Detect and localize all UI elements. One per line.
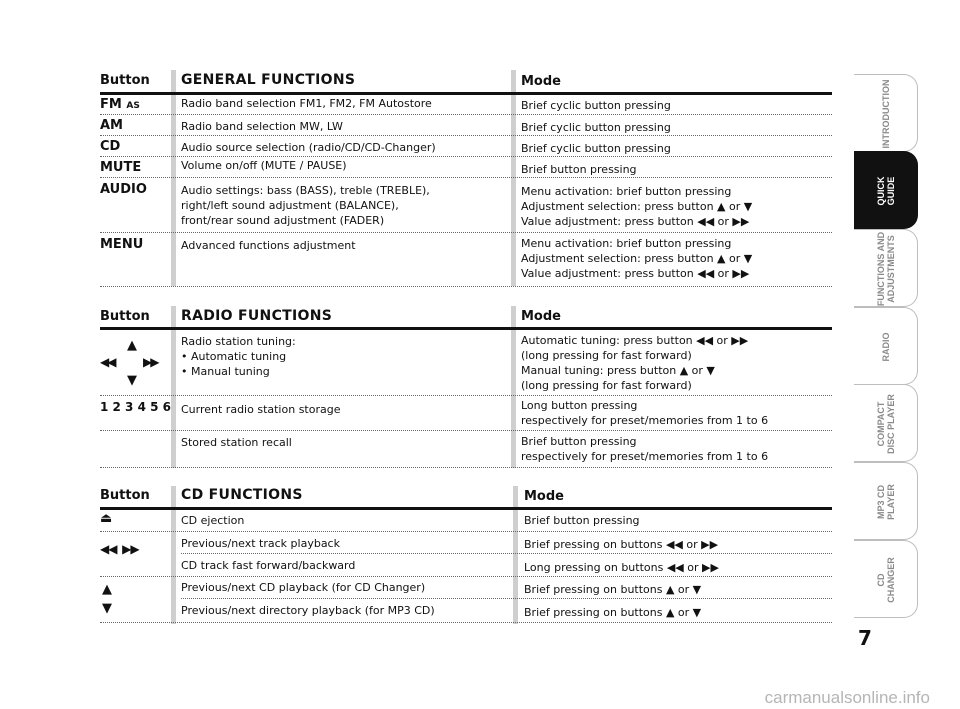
col-mode-header: Mode [521,74,561,89]
function-text: CD ejection [181,514,245,527]
mute-button-label: MUTE [100,160,142,175]
mode-text: Long pressing on buttons ◀◀ or ▶▶ [524,561,719,574]
row-divider [181,553,832,554]
mode-text: Brief button pressing [521,163,637,176]
function-text: Previous/next CD playback (for CD Changer) [181,581,426,594]
down-arrow-icon: ▼ [127,373,137,388]
text-line: (long pressing for fast forward) [521,379,692,392]
text-line: Radio station tuning: [181,335,296,348]
tab-mp3-cd-player[interactable] [854,462,918,540]
cd-button-label: CD [100,139,121,154]
tab-quick-guide[interactable] [854,151,918,229]
mode-text [521,434,768,464]
function-text: Current radio station storage [181,403,341,416]
watermark: carmanualsonline.info [764,688,930,707]
col-button-header: Button [100,73,150,88]
mode-text: Brief pressing on buttons ▲ or ▼ [524,583,702,596]
row-divider [100,467,832,468]
tab-functions-and-adjustments[interactable] [854,229,918,307]
down-arrow-icon: ▼ [102,601,112,616]
tab-label [854,152,918,230]
col-button-header: Button [100,309,150,324]
section-bar [511,70,516,286]
col-button-header: Button [100,488,150,503]
tab-label [854,75,918,153]
mode-text [521,236,752,281]
header-rule [100,327,832,330]
tab-label-line: GUIDE [886,176,896,206]
fm-as-label: AS [126,101,140,111]
tab-label-line: MP3 CD [876,485,886,520]
mode-text [521,398,768,428]
text-line: • Automatic tuning [181,350,287,363]
am-button-label: AM [100,118,123,133]
function-text: Radio band selection MW, LW [181,120,343,133]
row-divider [100,430,832,431]
row-divider [181,598,832,599]
text-line: Brief button pressing [521,435,637,448]
text-line: Adjustment selection: press button ▲ or ▼ [521,252,753,265]
tab-label-line: COMPACT [876,401,886,447]
tab-label-line: CHANGER [886,557,896,603]
text-line: right/left sound adjustment (BALANCE), [181,199,399,212]
header-rule [100,507,832,510]
mode-text [521,333,748,393]
up-arrow-icon: ▲ [102,582,112,597]
tab-label [854,463,918,541]
mode-text: Brief cyclic button pressing [521,121,671,134]
tab-radio[interactable] [854,307,918,385]
function-text: Previous/next track playback [181,537,340,550]
tab-label-line: FUNCTIONS AND [876,231,886,307]
mode-text: Brief button pressing [524,514,640,527]
tab-label [854,541,918,619]
page-number: 7 [858,626,872,650]
section-bar [171,306,176,468]
text-line: front/rear sound adjustment (FADER) [181,214,385,227]
section-bar [511,306,516,468]
tab-label-line: CD [876,573,886,587]
text-line: Value adjustment: press button ◀◀ or ▶▶ [521,267,750,280]
text-line: Adjustment selection: press button ▲ or ▼ [521,200,753,213]
track-skip-icons: ◀◀ ▶▶ [100,542,139,556]
tab-label-line: PLAYER [886,484,896,520]
function-text: Audio source selection (radio/CD/CD-Changer) [181,141,436,154]
row-divider [100,156,832,157]
tab-label [854,308,918,386]
row-divider [100,177,832,178]
function-text: Advanced functions adjustment [181,239,356,252]
section-bar [171,70,176,286]
function-text: Radio band selection FM1, FM2, FM Autostore [181,97,432,110]
row-divider [100,135,832,136]
tab-introduction[interactable] [854,74,918,152]
text-line: Manual tuning: press button ▲ or ▼ [521,364,715,377]
function-text: Previous/next directory playback (for MP3 CD) [181,604,435,617]
function-text [181,334,296,379]
menu-button-label: MENU [100,237,144,252]
text-line: Automatic tuning: press button ◀◀ or ▶▶ [521,334,749,347]
tab-label-line: INTRODUCTION [881,79,891,149]
header-rule [100,92,832,95]
tab-label-line: DISC PLAYER [886,394,896,454]
text-line: Long button pressing [521,399,638,412]
preset-buttons-label: 1 2 3 4 5 6 [100,400,171,414]
row-divider [100,114,832,115]
tab-label-line: RADIO [881,332,891,362]
up-arrow-icon: ▲ [127,338,137,353]
section-title-cd: CD FUNCTIONS [181,487,303,503]
fm-button-label [100,97,140,112]
function-text: Stored station recall [181,436,292,449]
tab-label-line: QUICK [876,176,886,206]
row-divider [100,622,832,623]
mode-text [521,184,752,229]
row-divider [100,286,832,287]
text-line: Menu activation: brief button pressing [521,185,732,198]
text-line: respectively for preset/memories from 1 to 6 [521,450,769,463]
tab-label [854,385,918,463]
mode-text: Brief cyclic button pressing [521,142,671,155]
tab-label-line: ADJUSTMENTS [886,235,896,303]
eject-icon: ⏏ [100,511,113,526]
text-line: respectively for preset/memories from 1 to 6 [521,414,769,427]
tab-label [854,230,918,308]
fast-forward-icon: ▶▶ [143,355,158,369]
function-text: CD track fast forward/backward [181,559,356,572]
text-line: (long pressing for fast forward) [521,349,692,362]
mode-text: Brief pressing on buttons ▲ or ▼ [524,606,702,619]
mode-text: Brief cyclic button pressing [521,99,671,112]
function-text: Volume on/off (MUTE / PAUSE) [181,159,347,172]
text-line: Menu activation: brief button pressing [521,237,732,250]
row-divider [100,395,832,396]
text-line: • Manual tuning [181,365,270,378]
row-divider [100,232,832,233]
row-divider [100,576,832,577]
audio-button-label: AUDIO [100,182,147,197]
col-mode-header: Mode [521,309,561,324]
tab-compact-disc-player[interactable] [854,384,918,462]
tab-cd-changer[interactable] [854,540,918,618]
fm-label: FM [100,97,122,112]
section-title-radio: RADIO FUNCTIONS [181,308,333,324]
section-title-general: GENERAL FUNCTIONS [181,72,356,88]
rewind-icon: ◀◀ [100,355,115,369]
col-mode-header: Mode [524,489,564,504]
text-line: Value adjustment: press button ◀◀ or ▶▶ [521,215,750,228]
row-divider [100,531,832,532]
text-line: Audio settings: bass (BASS), treble (TREBLE), [181,184,430,197]
function-text [181,183,430,228]
mode-text: Brief pressing on buttons ◀◀ or ▶▶ [524,538,719,551]
